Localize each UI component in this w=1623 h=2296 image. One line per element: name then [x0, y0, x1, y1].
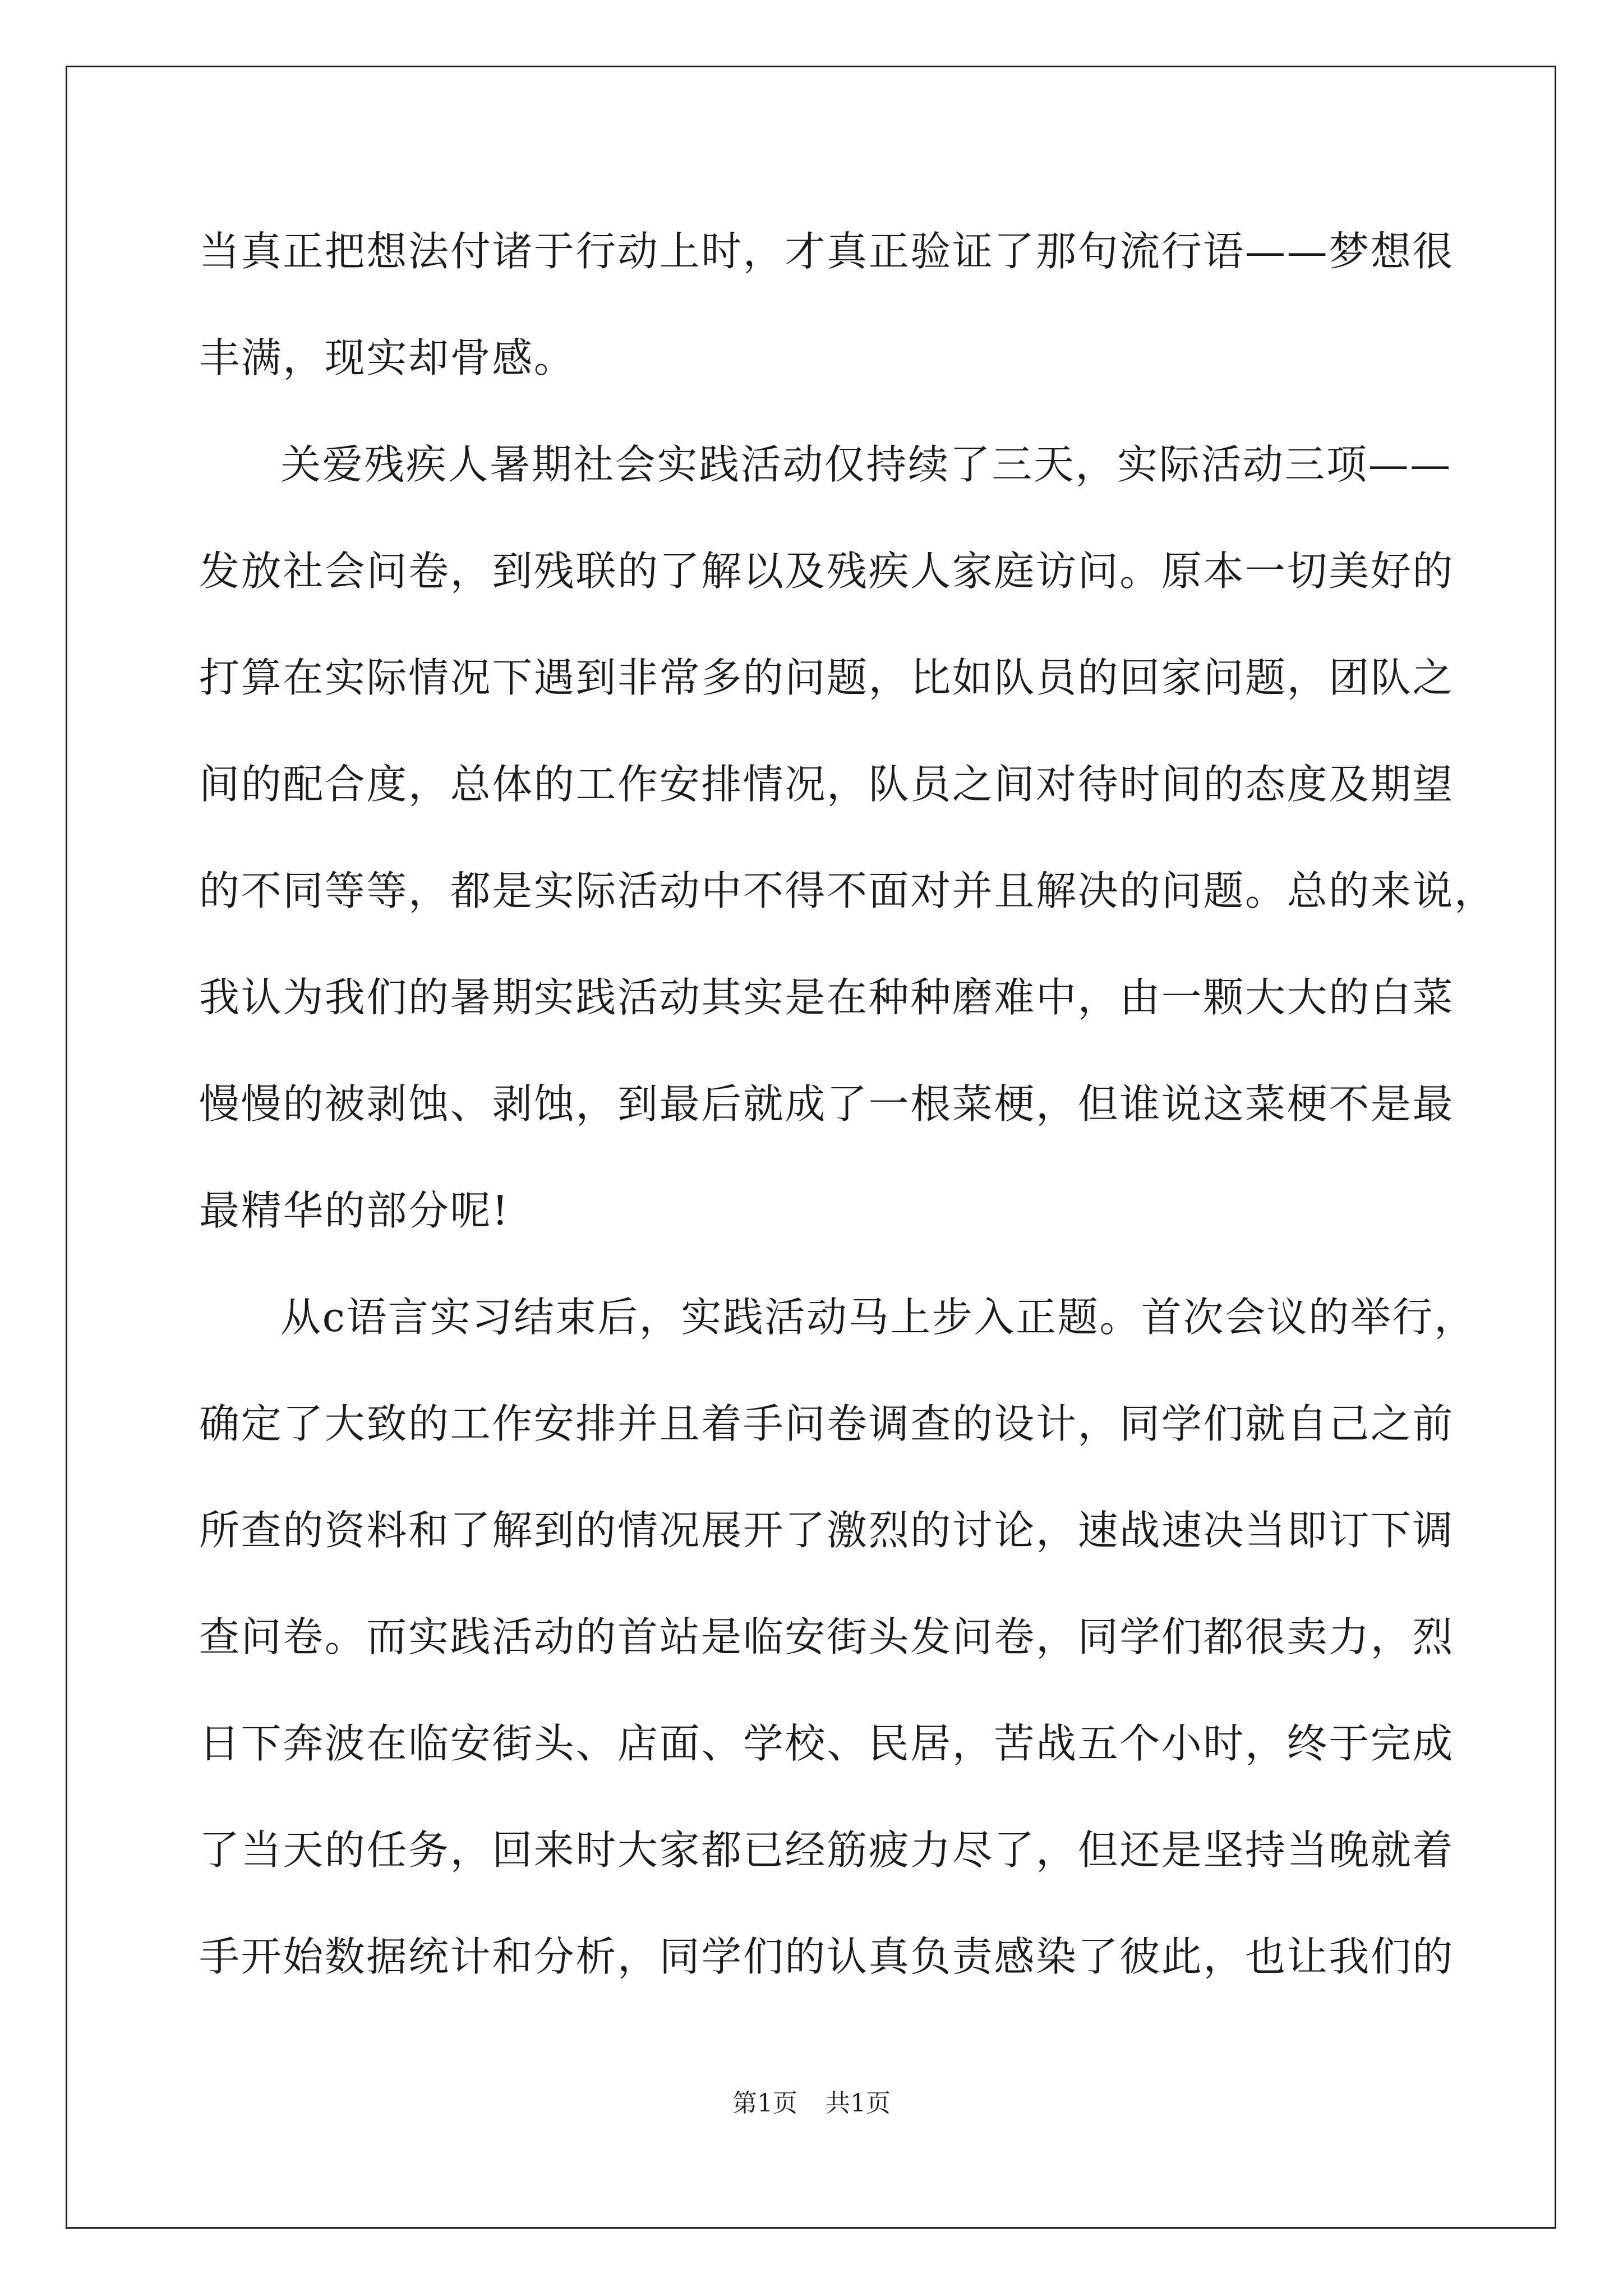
text-line: 间的配合度，总体的工作安排情况，队员之间对待时间的态度及期望: [199, 761, 1455, 808]
paragraph-start-line: 关爱残疾人暑期社会实践活动仅持续了三天，实际活动三项——: [280, 441, 1452, 488]
text-line: 所查的资料和了解到的情况展开了激烈的讨论，速战速决当即订下调: [199, 1507, 1455, 1554]
text-line: 手开始数据统计和分析，同学们的认真负责感染了彼此，也让我们的: [199, 1933, 1455, 1980]
text-line: 最精华的部分呢!: [199, 1187, 510, 1234]
text-line: 确定了大致的工作安排并且着手问卷调查的设计，同学们就自己之前: [199, 1400, 1455, 1447]
text-line: 我认为我们的暑期实践活动其实是在种种磨难中，由一颗大大的白菜: [199, 974, 1455, 1021]
paragraph-start-line: 从c语言实习结束后，实践活动马上步入正题。首次会议的举行，: [280, 1294, 1476, 1341]
page-number-current: 第1页: [732, 2089, 797, 2118]
text-line: 打算在实际情况下遇到非常多的问题，比如队员的回家问题，团队之: [199, 654, 1455, 701]
page-number-total: 共1页: [826, 2089, 891, 2118]
text-line: 当真正把想法付诸于行动上时，才真正验证了那句流行语——梦想很: [199, 228, 1455, 275]
page-border: [66, 66, 1556, 2229]
text-line: 发放社会问卷，到残联的了解以及残疾人家庭访问。原本一切美好的: [199, 547, 1455, 595]
text-line: 慢慢的被剥蚀、剥蚀，到最后就成了一根菜梗，但谁说这菜梗不是最: [199, 1080, 1455, 1128]
text-line: 丰满，现实却骨感。: [199, 334, 576, 381]
text-line: 了当天的任务，回来时大家都已经筋疲力尽了，但还是坚持当晚就着: [199, 1826, 1455, 1874]
text-line: 查问卷。而实践活动的首站是临安街头发问卷，同学们都很卖力，烈: [199, 1613, 1455, 1660]
text-line: 的不同等等，都是实际活动中不得不面对并且解决的问题。总的来说，: [199, 867, 1496, 914]
page-footer: [0, 2087, 1623, 2120]
text-line: 日下奔波在临安街头、店面、学校、民居，苦战五个小时，终于完成: [199, 1720, 1455, 1767]
